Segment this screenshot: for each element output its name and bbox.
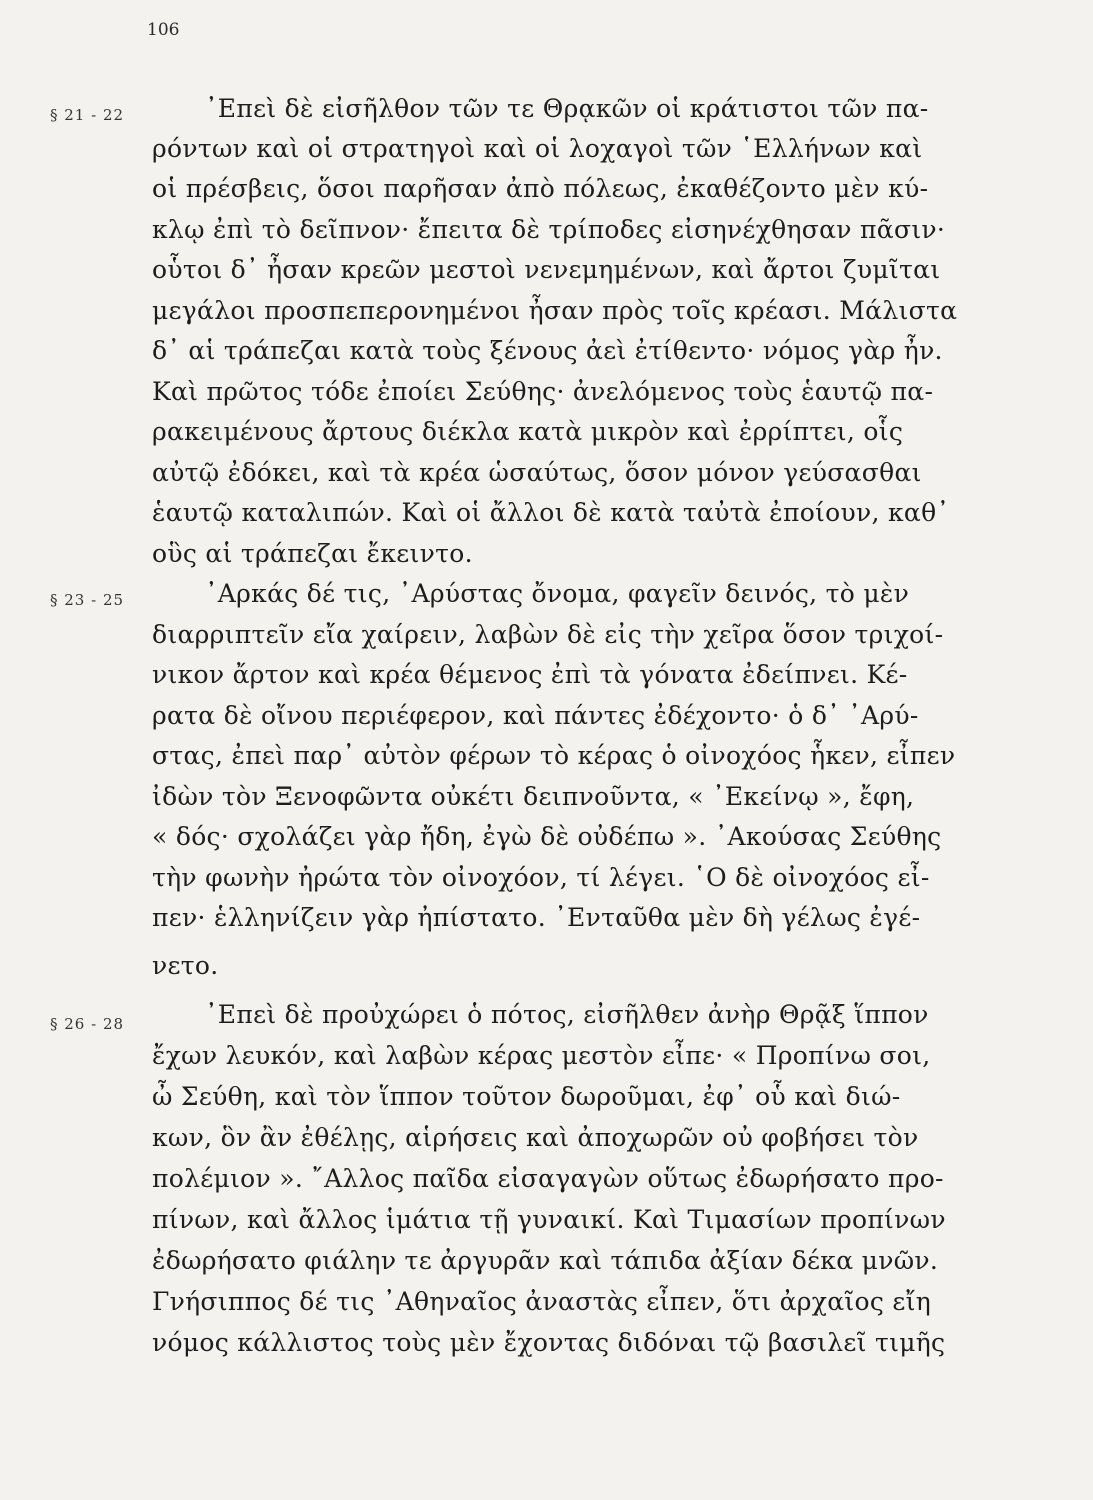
text-line: ὦ Σεύθη, καὶ τὸν ἵππον τοῦτον δωροῦμαι, ἐφ᾿ οὗ καὶ διώ- bbox=[152, 1082, 901, 1111]
text-line: τὴν φωνὴν ἠρώτα τὸν οἰνοχόον, τί λέγει. ῾Ο δὲ οἰνοχόος εἶ- bbox=[152, 863, 930, 892]
text-line: « δός· σχολάζει γὰρ ἤδη, ἐγὼ δὲ οὐδέπω ». ᾿Ακούσας Σεύθης bbox=[152, 822, 942, 851]
text-line: Γνήσιππος δέ τις ᾿Αθηναῖος ἀναστὰς εἶπεν, ὅτι ἀρχαῖος εἴη bbox=[152, 1287, 932, 1316]
text-line: ρακειμένους ἄρτους διέκλα κατὰ μικρὸν καὶ ἐρρίπτει, οἷς bbox=[152, 417, 904, 446]
text-line: ρόντων καὶ οἱ στρατηγοὶ καὶ οἱ λοχαγοὶ τῶν ῾Ελλήνων καὶ bbox=[152, 134, 923, 163]
text-line: πίνων, καὶ ἄλλος ἱμάτια τῇ γυναικί. Καὶ Τιμασίων προπίνων bbox=[152, 1205, 946, 1234]
page-number: 106 bbox=[147, 20, 180, 40]
text-line: διαρριπτεῖν εἴα χαίρειν, λαβὼν δὲ εἰς τὴν χεῖρα ὅσον τριχοί- bbox=[152, 620, 944, 649]
text-line: ᾿Επεὶ δὲ προὐχώρει ὁ πότος, εἰσῆλθεν ἀνὴρ Θρᾷξ ἵππον bbox=[205, 1000, 929, 1029]
text-line: νετο. bbox=[152, 951, 219, 980]
text-line: δ᾿ αἱ τράπεζαι κατὰ τοὺς ξένους ἀεὶ ἐτίθεντο· νόμος γὰρ ἦν. bbox=[152, 336, 943, 365]
text-line: στας, ἐπεὶ παρ᾿ αὐτὸν φέρων τὸ κέρας ὁ οἰνοχόος ἧκεν, εἶπεν bbox=[152, 741, 956, 770]
text-line: οἱ πρέσβεις, ὅσοι παρῆσαν ἀπὸ πόλεως, ἐκαθέζοντο μὲν κύ- bbox=[152, 174, 929, 203]
text-line: ἰδὼν τὸν Ξενοφῶντα οὐκέτι δειπνοῦντα, « ᾿Εκείνῳ », ἔφη, bbox=[152, 782, 915, 811]
text-line: ἔχων λευκόν, καὶ λαβὼν κέρας μεστὸν εἶπε· « Προπίνω σοι, bbox=[152, 1041, 931, 1070]
text-line: ρατα δὲ οἴνου περιέφερον, καὶ πάντες ἐδέχοντο· ὁ δ᾿ ᾿Αρύ- bbox=[152, 701, 919, 730]
text-line: μεγάλοι προσπεπερονημένοι ἦσαν πρὸς τοῖς κρέασι. Μάλιστα bbox=[152, 296, 958, 325]
text-line: ἑαυτῷ καταλιπών. Καὶ οἱ ἄλλοι δὲ κατὰ ταὐτὰ ἐποίουν, καθ᾿ bbox=[152, 498, 950, 527]
text-line: πολέμιον ». ῎Αλλος παῖδα εἰσαγαγὼν οὕτως ἐδωρήσατο προ- bbox=[152, 1164, 944, 1193]
text-line: νόμος κάλλιστος τοὺς μὲν ἔχοντας διδόναι τῷ βασιλεῖ τιμῆς bbox=[152, 1328, 946, 1357]
text-line: κων, ὃν ἂν ἐθέλῃς, αἱρήσεις καὶ ἀποχωρῶν οὐ φοβήσει τὸν bbox=[152, 1123, 919, 1152]
text-line: οὗτοι δ᾿ ἦσαν κρεῶν μεστοὶ νενεμημένων, καὶ ἄρτοι ζυμῖται bbox=[152, 255, 941, 284]
text-line: κλῳ ἐπὶ τὸ δεῖπνον· ἔπειτα δὲ τρίποδες εἰσηνέχθησαν πᾶσιν· bbox=[152, 215, 946, 244]
section-reference: § 23 - 25 bbox=[50, 591, 125, 609]
section-reference: § 21 - 22 bbox=[50, 106, 125, 124]
text-line: Καὶ πρῶτος τόδε ἐποίει Σεύθης· ἀνελόμενος τοὺς ἑαυτῷ πα- bbox=[152, 377, 934, 406]
text-line: οὓς αἱ τράπεζαι ἔκειντο. bbox=[152, 539, 473, 568]
text-line: ᾿Αρκάς δέ τις, ᾿Αρύστας ὄνομα, φαγεῖν δεινός, τὸ μὲν bbox=[205, 579, 910, 608]
text-line: νικον ἄρτον καὶ κρέα θέμενος ἐπὶ τὰ γόνατα ἐδείπνει. Κέ- bbox=[152, 660, 908, 689]
text-line: πεν· ἑλληνίζειν γὰρ ἠπίστατο. ᾿Ενταῦθα μὲν δὴ γέλως ἐγέ- bbox=[152, 903, 921, 932]
text-line: ἐδωρήσατο φιάλην τε ἀργυρᾶν καὶ τάπιδα ἀξίαν δέκα μνῶν. bbox=[152, 1246, 939, 1275]
text-line: ᾿Επεὶ δὲ εἰσῆλθον τῶν τε Θρᾳκῶν οἱ κράτιστοι τῶν πα- bbox=[205, 94, 929, 123]
section-reference: § 26 - 28 bbox=[50, 1015, 125, 1033]
text-line: αὐτῷ ἐδόκει, καὶ τὰ κρέα ὡσαύτως, ὅσον μόνον γεύσασθαι bbox=[152, 458, 922, 487]
